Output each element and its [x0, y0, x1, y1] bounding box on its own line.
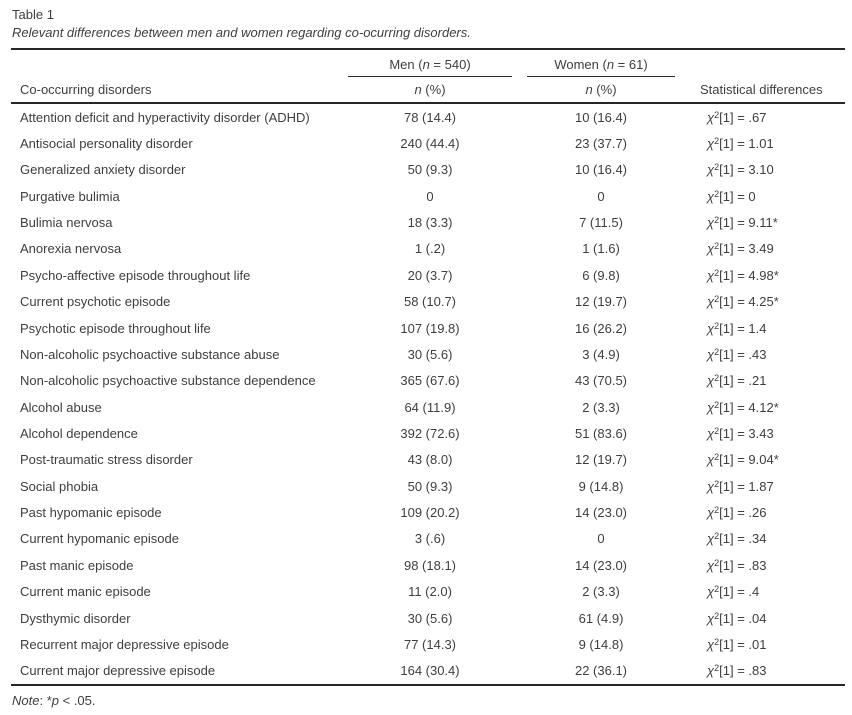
- women-value: 2 (3.3): [582, 584, 620, 600]
- table-row: [11, 315, 845, 341]
- women-value: 1 (1.6): [582, 241, 620, 257]
- table-row: [11, 104, 845, 130]
- men-value: 0: [426, 188, 434, 204]
- disorder-label: Alcohol dependence: [20, 425, 138, 441]
- table-row: [11, 209, 845, 235]
- table-row: [11, 473, 845, 499]
- table-row: [11, 130, 845, 156]
- women-value: 10 (16.4): [574, 162, 628, 178]
- table-row: [11, 447, 845, 473]
- table-row: [11, 368, 845, 394]
- women-value: 9 (14.8): [578, 478, 624, 494]
- chi-square-value: $\chi^2[1] = 1.4$: [707, 320, 767, 336]
- disorder-label: Alcohol abuse: [20, 399, 102, 415]
- chi-square-value: $\chi^2[1] = .01$: [707, 636, 767, 652]
- disorder-label: Current manic episode: [20, 584, 151, 600]
- table-row: [11, 578, 845, 604]
- table-row: [11, 341, 845, 367]
- table-row: [11, 658, 845, 684]
- table-row: [11, 183, 845, 209]
- men-value: 20 (3.7): [407, 267, 453, 283]
- disorder-label: Current major depressive episode: [20, 663, 216, 679]
- statistics-table: [11, 48, 845, 686]
- women-value: 0: [597, 188, 605, 204]
- column-header-row: [11, 77, 845, 102]
- men-value: 43 (8.0): [407, 452, 453, 468]
- disorder-label: Generalized anxiety disorder: [20, 162, 186, 178]
- table-footnote: Note: *p < .05.: [12, 693, 96, 708]
- men-value: 58 (10.7): [403, 294, 457, 310]
- chi-square-value: $\chi^2[1] = .83$: [707, 557, 767, 573]
- chi-square-value: $\chi^2[1] = 4.98*$: [707, 267, 779, 283]
- chi-square-value: $\chi^2[1] = 1.01$: [707, 136, 774, 152]
- disorder-label: Past manic episode: [20, 557, 134, 573]
- chi-square-value: $\chi^2[1] = 0$: [707, 188, 756, 204]
- chi-square-value: $\chi^2[1] = .67$: [707, 109, 767, 125]
- women-value: 51 (83.6): [574, 425, 628, 441]
- men-value: 50 (9.3): [407, 478, 453, 494]
- men-value: 78 (14.4): [403, 109, 457, 125]
- statistical-differences-header: Statistical differences: [700, 82, 823, 97]
- men-group-header: Men (n = 540): [348, 57, 512, 77]
- disorder-label: Non-alcoholic psychoactive substance abuse: [20, 346, 280, 362]
- disorder-label: Bulimia nervosa: [20, 215, 113, 231]
- table-row: [11, 289, 845, 315]
- chi-square-value: $\chi^2[1] = 4.12*$: [707, 399, 779, 415]
- women-value: 12 (19.7): [574, 294, 628, 310]
- women-value: 12 (19.7): [574, 452, 628, 468]
- women-value: 14 (23.0): [574, 505, 628, 521]
- disorders-column-header: Co-occurring disorders: [20, 82, 152, 97]
- women-value: 14 (23.0): [574, 557, 628, 573]
- table-row: [11, 157, 845, 183]
- table-caption: Relevant differences between men and women regarding co-ocurring disorders.: [12, 25, 471, 40]
- table-row: [11, 262, 845, 288]
- women-value: 43 (70.5): [574, 373, 628, 389]
- women-value: 61 (4.9): [578, 610, 624, 626]
- disorder-label: Psychotic episode throughout life: [20, 320, 211, 336]
- women-value: 23 (37.7): [574, 136, 628, 152]
- men-value: 30 (5.6): [407, 346, 453, 362]
- table-row: [11, 420, 845, 446]
- men-value: 164 (30.4): [400, 663, 460, 679]
- table-row: [11, 236, 845, 262]
- disorder-label: Non-alcoholic psychoactive substance dependence: [20, 373, 316, 389]
- women-value: 0: [597, 531, 605, 547]
- disorder-label: Attention deficit and hyperactivity disorder (ADHD): [20, 109, 310, 125]
- disorder-label: Past hypomanic episode: [20, 505, 162, 521]
- women-group-header: Women (n = 61): [527, 57, 675, 77]
- table-row: [11, 526, 845, 552]
- men-value: 64 (11.9): [404, 399, 456, 415]
- table-row: [11, 552, 845, 578]
- women-value: 10 (16.4): [574, 109, 628, 125]
- men-value: 3 (.6): [414, 531, 446, 547]
- men-value: 109 (20.2): [400, 505, 460, 521]
- disorder-label: Social phobia: [20, 478, 99, 494]
- men-value: 18 (3.3): [407, 215, 453, 231]
- chi-square-value: $\chi^2[1] = .83$: [707, 663, 767, 679]
- chi-square-value: $\chi^2[1] = 9.11*$: [707, 215, 778, 231]
- chi-square-value: $\chi^2[1] = 1.87$: [707, 478, 774, 494]
- table-row: [11, 499, 845, 525]
- men-value: 1 (.2): [414, 241, 446, 257]
- men-value: 365 (67.6): [400, 373, 460, 389]
- men-value: 50 (9.3): [407, 162, 453, 178]
- disorder-label: Current psychotic episode: [20, 294, 171, 310]
- table-row: [11, 605, 845, 631]
- chi-square-value: $\chi^2[1] = .34$: [707, 531, 767, 547]
- disorder-label: Dysthymic disorder: [20, 610, 131, 626]
- men-value: 30 (5.6): [407, 610, 453, 626]
- table-body: [11, 104, 845, 684]
- women-n-pct-header: n (%): [585, 82, 617, 97]
- chi-square-value: $\chi^2[1] = .04$: [707, 610, 767, 626]
- table-row: [11, 394, 845, 420]
- women-value: 6 (9.8): [582, 267, 620, 283]
- women-value: 2 (3.3): [582, 399, 620, 415]
- women-value: 3 (4.9): [582, 346, 620, 362]
- chi-square-value: $\chi^2[1] = .26$: [707, 505, 767, 521]
- disorder-label: Purgative bulimia: [20, 188, 120, 204]
- chi-square-value: $\chi^2[1] = 3.43$: [707, 425, 774, 441]
- disorder-label: Psycho-affective episode throughout life: [20, 267, 251, 283]
- men-value: 392 (72.6): [400, 425, 460, 441]
- chi-square-value: $\chi^2[1] = 9.04*$: [707, 452, 779, 468]
- group-header-row: [11, 50, 845, 77]
- men-value: 77 (14.3): [403, 636, 457, 652]
- men-n-pct-header: n (%): [414, 82, 446, 97]
- table-row: [11, 631, 845, 657]
- men-value: 11 (2.0): [408, 584, 452, 600]
- men-value: 107 (19.8): [400, 320, 460, 336]
- disorder-label: Recurrent major depressive episode: [20, 636, 229, 652]
- men-value: 98 (18.1): [403, 557, 457, 573]
- women-value: 7 (11.5): [579, 215, 623, 231]
- table-number-label: Table 1: [12, 7, 54, 22]
- men-value: 240 (44.4): [400, 136, 460, 152]
- table-bottom-rule: [11, 684, 845, 686]
- chi-square-value: $\chi^2[1] = 3.10$: [707, 162, 774, 178]
- disorder-label: Anorexia nervosa: [20, 241, 122, 257]
- chi-square-value: $\chi^2[1] = 3.49$: [707, 241, 774, 257]
- disorder-label: Current hypomanic episode: [20, 531, 179, 547]
- women-value: 16 (26.2): [574, 320, 628, 336]
- women-value: 22 (36.1): [574, 663, 628, 679]
- women-value: 9 (14.8): [578, 636, 624, 652]
- disorder-label: Antisocial personality disorder: [20, 136, 193, 152]
- disorder-label: Post-traumatic stress disorder: [20, 452, 193, 468]
- chi-square-value: $\chi^2[1] = .4$: [707, 584, 760, 600]
- chi-square-value: $\chi^2[1] = 4.25*$: [707, 294, 779, 310]
- chi-square-value: $\chi^2[1] = .21$: [707, 373, 767, 389]
- chi-square-value: $\chi^2[1] = .43$: [707, 346, 767, 362]
